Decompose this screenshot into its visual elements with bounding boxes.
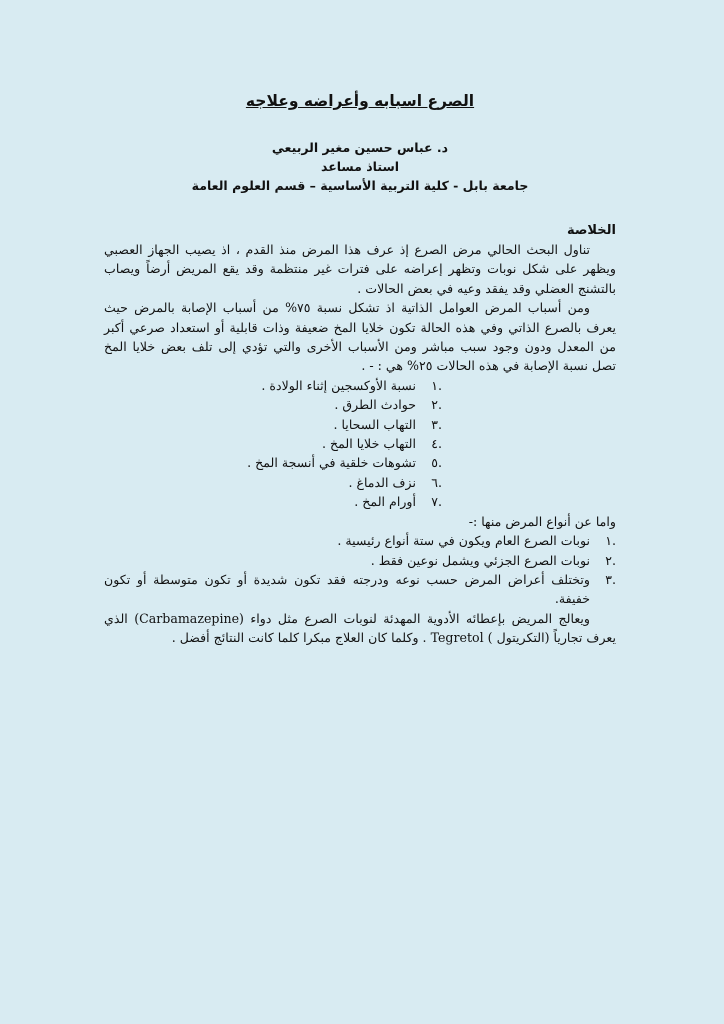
list-number: .٣ <box>605 571 616 587</box>
list-number: .٢ <box>431 397 442 413</box>
author-block <box>104 138 616 195</box>
causes-list <box>104 376 616 512</box>
list-item <box>104 376 616 395</box>
list-number: .٢ <box>605 552 616 568</box>
list-item <box>104 453 616 472</box>
types-list <box>104 531 616 609</box>
list-number: .٣ <box>431 416 442 432</box>
list-item <box>104 395 616 414</box>
brand-name: Tegretol <box>430 630 484 646</box>
author-affiliation: جامعة بابل - كلية التربية الأساسية – قسم العلوم العامة <box>191 178 529 193</box>
paper-title: الصرع اسبابه وأعراضه وعلاجه <box>245 92 475 110</box>
list-item <box>104 473 616 492</box>
list-number: .٧ <box>431 494 442 510</box>
list-text: نسبة الأوكسجين إثناء الولادة . <box>261 377 416 393</box>
list-text: التهاب خلايا المخ . <box>321 436 416 452</box>
list-text: أورام المخ . <box>354 494 416 510</box>
drug-name: (Carbamazepine) <box>134 610 244 626</box>
list-item <box>104 570 616 609</box>
list-item <box>104 492 616 511</box>
list-text: التهاب السحايا . <box>333 416 416 432</box>
list-text: نزف الدماغ . <box>348 474 416 490</box>
list-text: حوادث الطرق . <box>334 397 416 413</box>
list-text: وتختلف أعراض المرض حسب نوعه ودرجته فقد تكون شديدة أو تكون متوسطة أو تكون خفيفة. <box>104 571 590 607</box>
treatment-text-c: . وكلما كان العلاج مبكرا كلما كانت النتائج أفضل . <box>171 630 427 646</box>
types-intro: واما عن أنواع المرض منها :- <box>468 513 616 529</box>
list-text: نوبات الصرع العام ويكون في ستة أنواع رئيسية . <box>337 533 590 549</box>
abstract-paragraph-2: ومن أسباب المرض العوامل الذاتية اذ تشكل نسبة ٧٥% من أسباب الإصابة بالمرض حيث يعرف بالصرع الذاتي وفي هذه الحالة تكون خلايا المخ ضعيفة وذات قابلية أو استعداد صرعي أكبر من المعدل ودون وجود سبب مباشر ومن الأسباب الأخرى والتي تؤدي إلى تلف بعض خلايا المخ تصل نسبة الإصابة في هذه الحالات ٢٥% هي : - . <box>104 300 616 374</box>
list-text: تشوهات خلقية في أنسجة المخ . <box>247 455 416 471</box>
treatment-text-b: الذي يعرف تجارياً (التكريتول ) <box>104 610 616 646</box>
list-number: .٦ <box>431 474 442 490</box>
abstract-paragraph-3 <box>104 609 616 648</box>
list-item <box>104 415 616 434</box>
author-rank: استاذ مساعد <box>320 159 400 174</box>
list-text: نوبات الصرع الجزئي ويشمل نوعين فقط . <box>370 552 590 568</box>
paper-page <box>104 88 616 648</box>
abstract-paragraph-1: تناول البحث الحالي مرض الصرع إذ عرف هذا المرض منذ القدم ، اذ يصيب الجهاز العصبي ويظهر على شكل نوبات وتظهر إعراضه على فترات غير منتظمة وقد يقع المريض أرضاً ويصاب بالتشنج العضلي وقد يفقد وعيه في بعض الحالات . <box>104 242 616 296</box>
list-number: .٤ <box>431 436 442 452</box>
list-item <box>104 531 616 550</box>
list-item <box>104 551 616 570</box>
author-name: د. عباس حسين مغير الربيعي <box>271 140 449 155</box>
abstract-heading: الخلاصة <box>566 223 616 238</box>
list-number: .١ <box>605 533 616 549</box>
treatment-text-a: ويعالج المريض بإعطائه الأدوية المهدئة لنوبات الصرع مثل دواء <box>250 610 590 626</box>
list-number: .٥ <box>431 455 442 471</box>
list-item <box>104 434 616 453</box>
list-number: .١ <box>431 377 442 393</box>
